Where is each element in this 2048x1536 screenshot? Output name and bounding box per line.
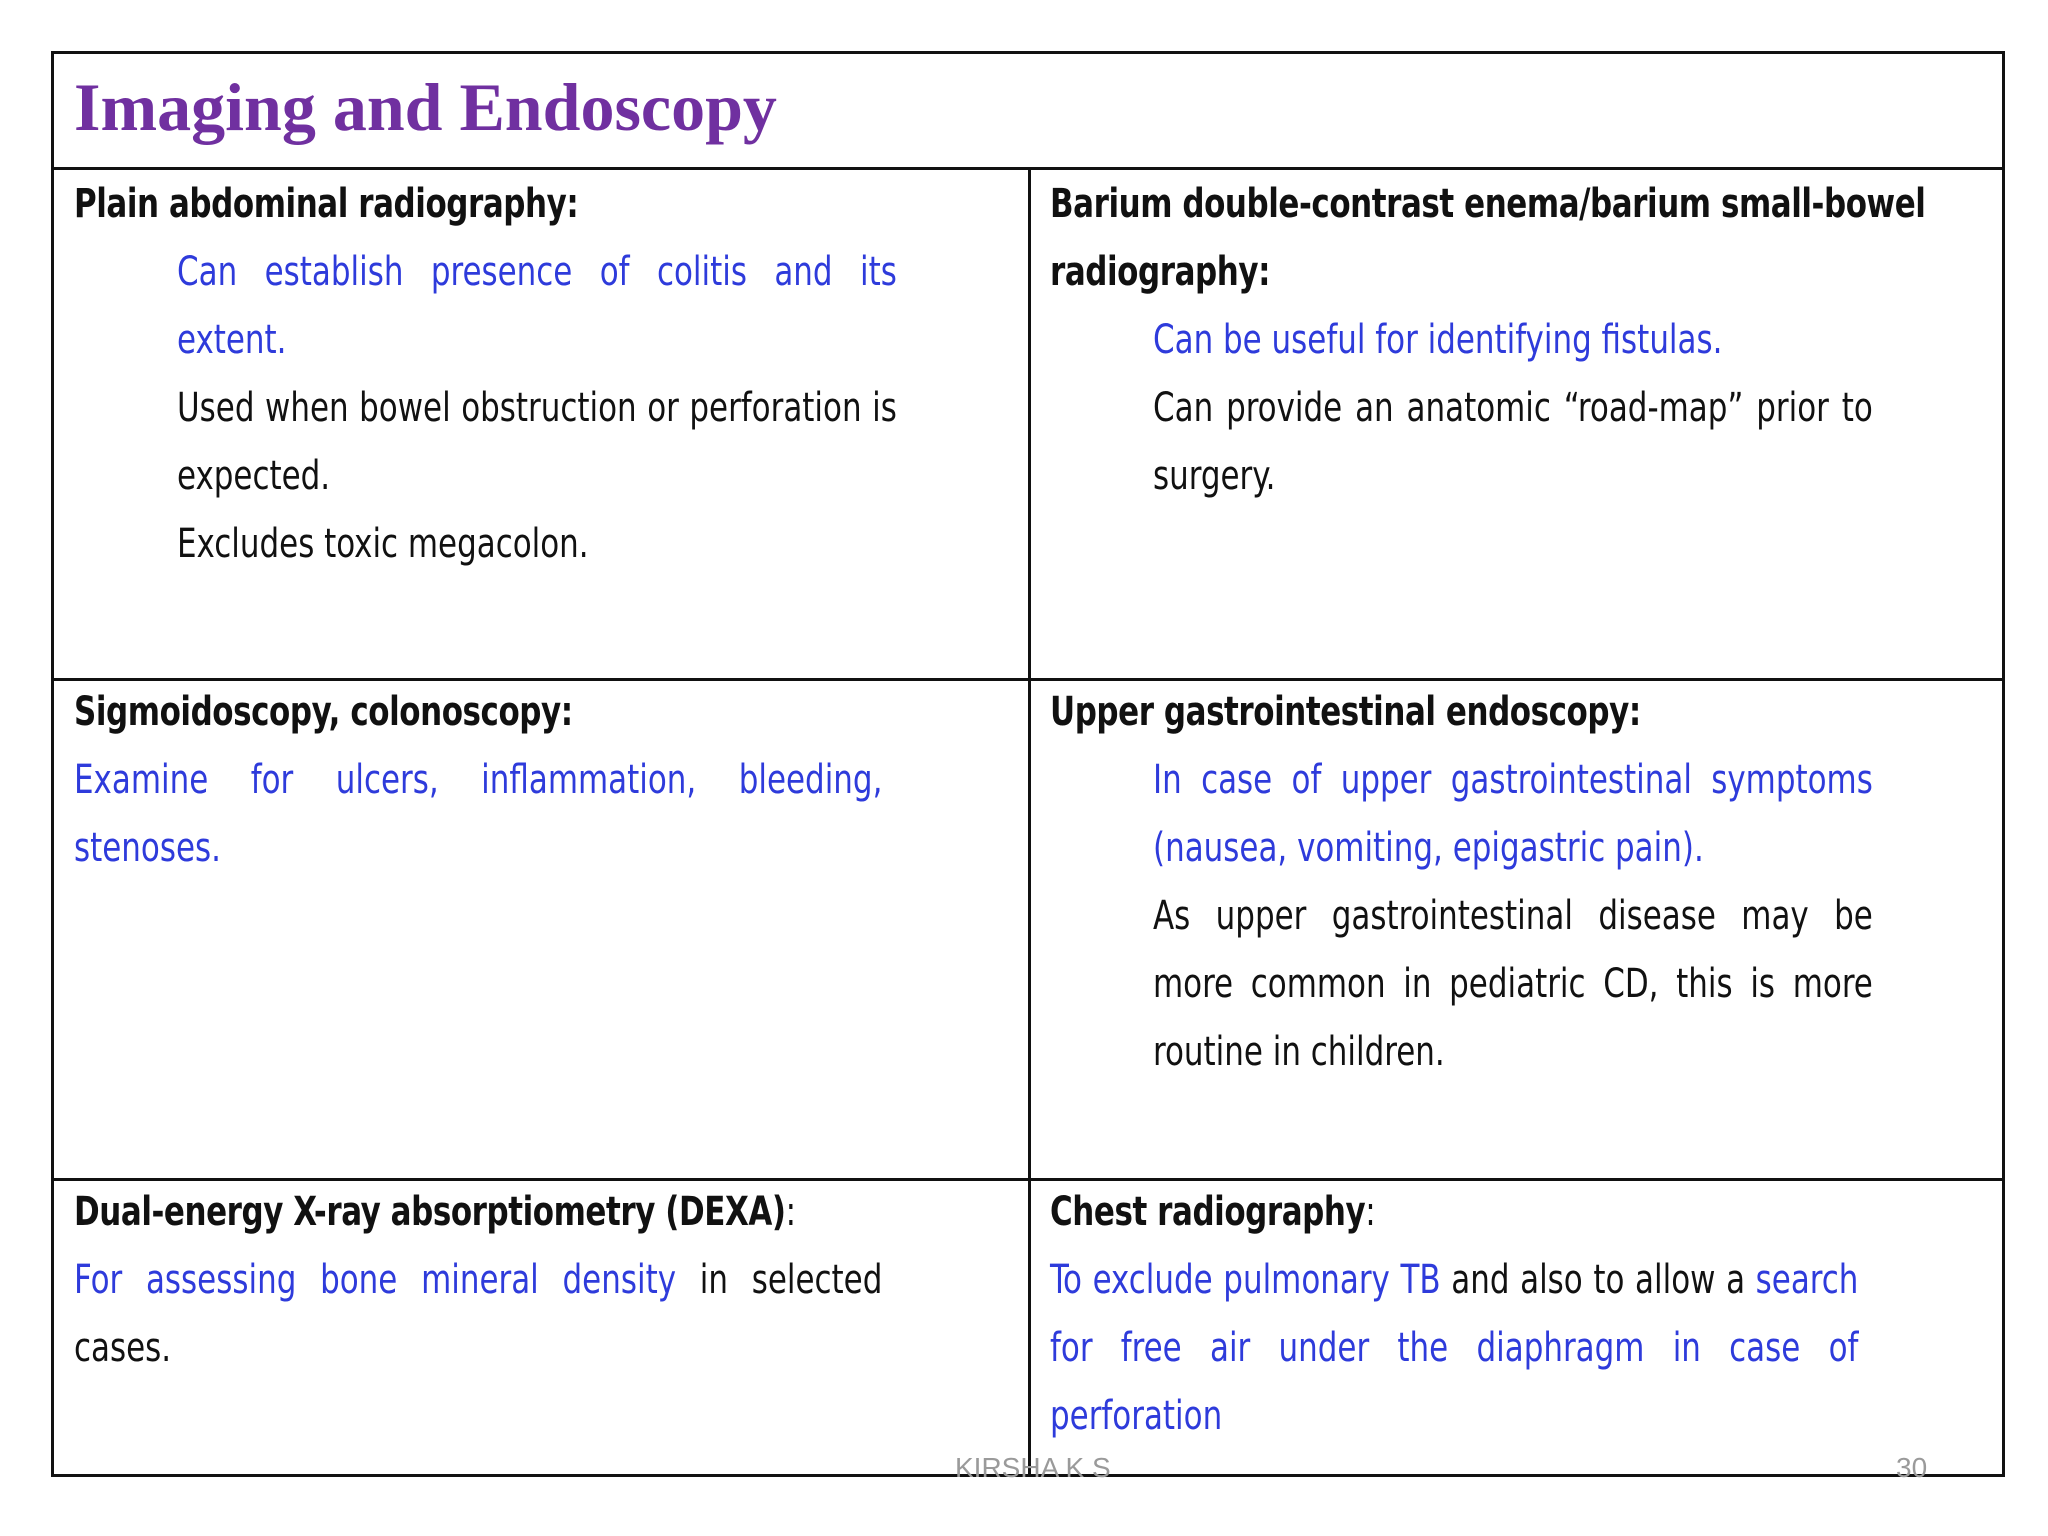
cell-heading [74,1178,1012,1246]
cell-chest [1050,1178,1990,1450]
heading-suffix: : [1365,1189,1376,1235]
cell-text [1050,1246,1858,1450]
cell-heading: Upper gastrointestinal endoscopy: [1050,689,1641,735]
cell-text: Can provide an anatomic “road-map” prior to surgery. [1153,385,1873,499]
cell-heading: Sigmoidoscopy, colonoscopy: [74,689,573,735]
cell-heading: Plain abdominal radiography: [74,181,579,227]
text-plain: in selected cases. [74,1257,883,1371]
heading-text: Dual-energy X-ray absorptiometry (DEXA) [74,1189,786,1235]
slide-title: Imaging and Endoscopy [74,69,777,145]
cell-plain-radiography [74,170,1014,578]
cell-heading [1050,1178,1988,1246]
cell-dexa [74,1178,1014,1382]
cell-text: As upper gastrointestinal disease may be more common in pediatric CD, this is more routine in children. [1153,893,1873,1075]
cell-heading: Barium double-contrast enema/barium small-bowel radiography: [1050,181,1926,295]
cell-text: Excludes toxic megacolon. [177,521,589,567]
cell-text: Can be useful for identifying fistulas. [1153,317,1723,363]
heading-suffix: : [785,1189,796,1235]
content-table [51,51,2005,1477]
title-row [54,54,2002,170]
text-plain: and also to allow a [1440,1257,1756,1303]
cell-text: Can establish presence of colitis and its extent. [177,249,897,363]
cell-text [74,1246,882,1382]
cell-text: Used when bowel obstruction or perforation is expected. [177,385,897,499]
heading-text: Chest radiography [1050,1189,1366,1235]
footer-author: KIRSHA K S [955,1452,1111,1483]
cell-sigmoidoscopy [74,678,1014,882]
cell-upper-gi [1050,678,1990,1086]
cell-barium [1050,170,1990,510]
column-divider [1028,170,1031,1474]
page-number: 30 [1896,1452,1928,1483]
text-highlight: For assessing bone mineral density [74,1257,677,1303]
cell-text: Examine for ulcers, inflammation, bleeding, stenoses. [74,757,883,871]
text-highlight: search for free air under the diaphragm in case of perforation [1050,1257,1859,1439]
cell-text: In case of upper gastrointestinal symptoms (nausea, vomiting, epigastric pain). [1153,757,1873,871]
text-highlight: To exclude pulmonary TB [1050,1257,1441,1303]
